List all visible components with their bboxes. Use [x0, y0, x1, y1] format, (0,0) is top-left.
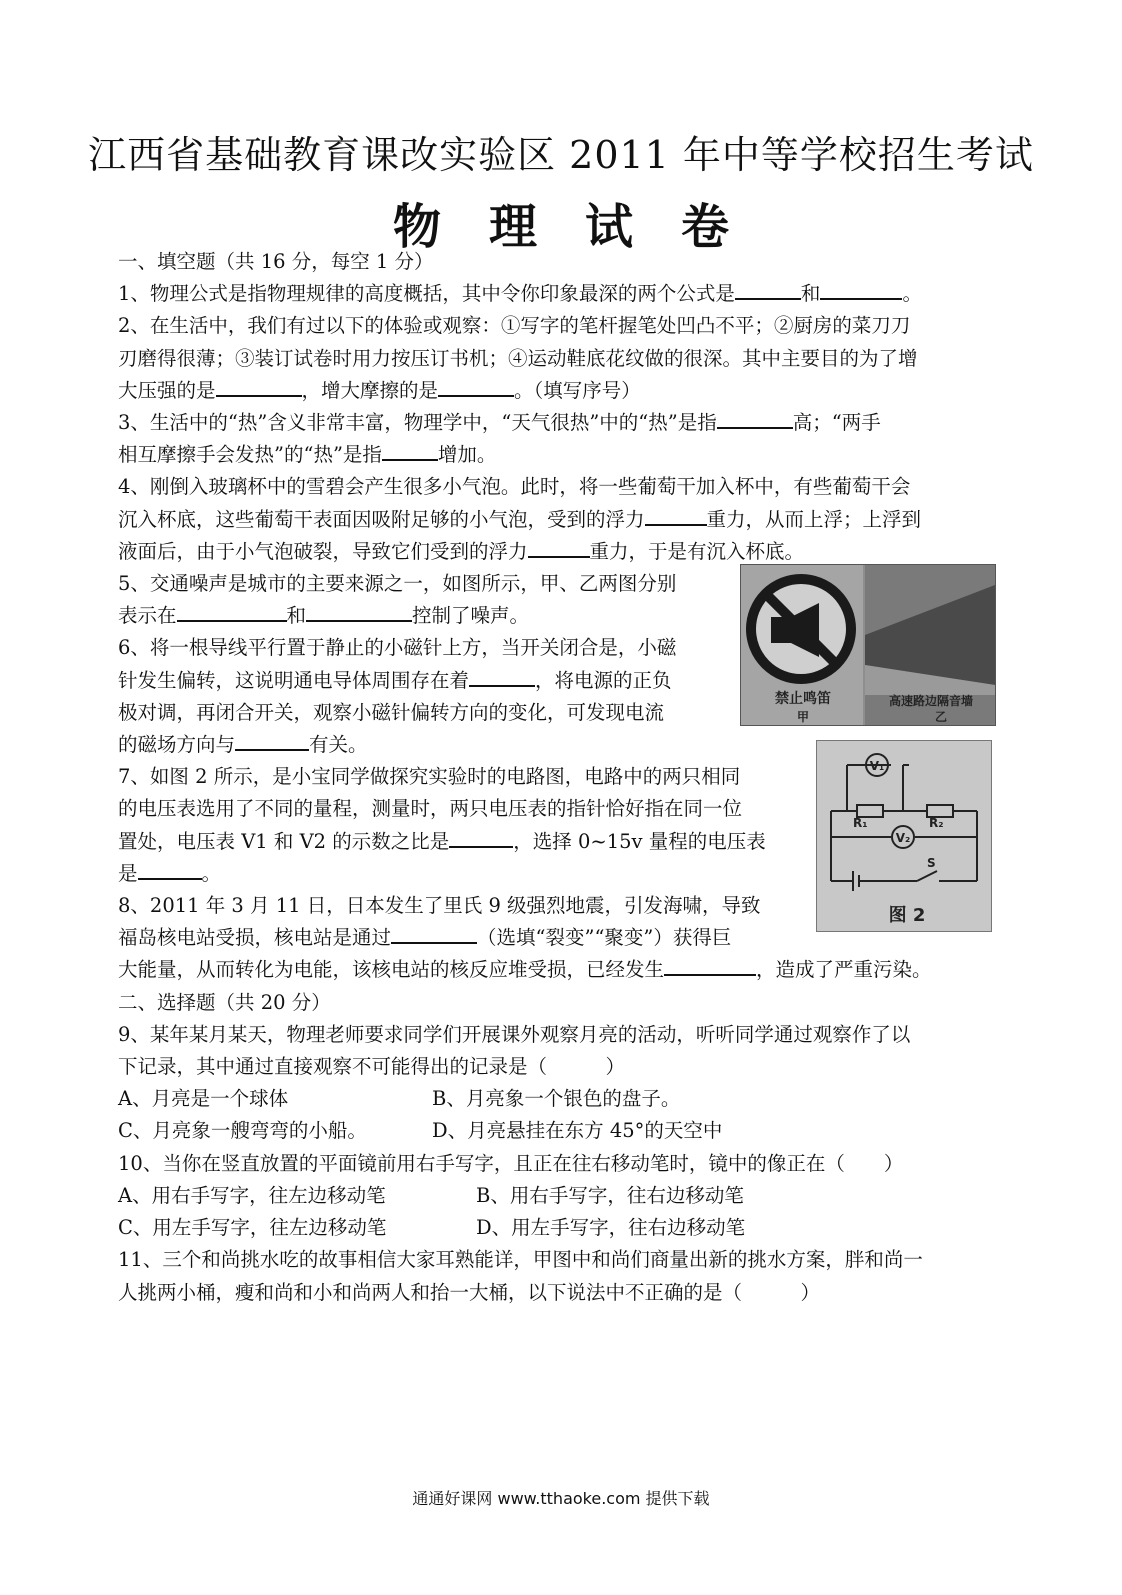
question-7-line: 的电压表选用了不同的量程，测量时，两只电压表的指针恰好指在同一位: [118, 797, 743, 821]
answer-blank[interactable]: [717, 407, 793, 429]
question-2-line: 大压强的是 ，增大摩擦的是 。（填写序号）: [118, 375, 993, 407]
section2-heading: 二、选择题（共 20 分）: [118, 990, 331, 1014]
exam-title: 江西省基础教育课改实验区 2011 年中等学校招生考试: [88, 133, 1034, 177]
question-9-options-cd: [118, 1115, 993, 1147]
option-b[interactable]: B、月亮象一个银色的盘子。: [432, 1087, 681, 1111]
question-9-line: 下记录，其中通过直接观察不可能得出的记录是（ ）: [118, 1055, 626, 1079]
answer-blank[interactable]: [735, 278, 801, 300]
fig1-right-sub: 乙: [934, 710, 948, 724]
question-5-line: 表示在 和 控制了噪声。: [118, 600, 718, 632]
fig2-caption: 图 2: [888, 905, 926, 926]
answer-blank[interactable]: [138, 858, 202, 880]
exam-subtitle: 物理试卷: [392, 199, 777, 255]
r2-label: R₂: [929, 816, 944, 830]
r1-label: R₁: [853, 816, 868, 830]
circuit-diagram: [817, 741, 991, 931]
option-b[interactable]: B、用右手写字，往右边移动笔: [476, 1183, 744, 1207]
question-9-options-ab: [118, 1083, 993, 1115]
answer-blank[interactable]: [216, 375, 302, 397]
question-4: 4、刚倒入玻璃杯中的雪碧会产生很多小气泡。此时，将一些葡萄干加入杯中，有些葡萄干会: [118, 475, 911, 499]
fig1-right-label: 高速路边隔音墙: [888, 694, 974, 708]
question-4-line: 沉入杯底，这些葡萄干表面因吸附足够的小气泡，受到的浮力 重力，从而上浮；上浮到: [118, 504, 993, 536]
question-8-line: 福岛核电站受损，核电站是通过 （选填“裂变”“聚变”）获得巨: [118, 922, 803, 954]
question-2: 2、在生活中，我们有过以下的体验或观察：①写字的笔杆握笔处凹凸不平；②厨房的菜刀刀: [118, 314, 911, 338]
questions-7-8: [118, 761, 803, 954]
question-10: 10、当你在竖直放置的平面镜前用右手写字，且正在往右移动笔时，镜中的像正在（ ）: [118, 1151, 904, 1175]
question-7: 7、如图 2 所示，是小宝同学做探究实验时的电路图，电路中的两只相同: [118, 765, 741, 789]
v1-label: V₁: [869, 759, 885, 773]
answer-blank[interactable]: [645, 504, 707, 526]
answer-blank[interactable]: [664, 954, 756, 976]
question-8: 8、2011 年 3 月 11 日，日本发生了里氏 9 级强烈地震，引发海啸，导致: [118, 894, 761, 918]
question-7-line: 是 。: [118, 858, 803, 890]
question-11-line: 人挑两小桶，瘦和尚和小和尚两人和抬一大桶，以下说法中不正确的是（ ）: [118, 1280, 821, 1304]
question-6: 6、将一根导线平行置于静止的小磁针上方，当开关闭合是，小磁: [118, 636, 677, 660]
switch: [917, 871, 937, 881]
question-11: 11、三个和尚挑水吃的故事相信大家耳熟能详，甲图中和尚们商量出新的挑水方案，胖和尚一: [118, 1248, 923, 1272]
question-6-line: 的磁场方向与 有关。: [118, 729, 718, 761]
answer-blank[interactable]: [469, 665, 535, 687]
question-9: 9、某年某月某天，物理老师要求同学们开展课外观察月亮的活动，听听同学通过观察作了以: [118, 1022, 911, 1046]
answer-blank[interactable]: [528, 536, 590, 558]
answer-blank[interactable]: [382, 439, 438, 461]
answer-blank[interactable]: [820, 278, 902, 300]
noise-control-image: [741, 565, 995, 725]
answer-blank[interactable]: [177, 600, 287, 622]
answer-blank[interactable]: [306, 600, 412, 622]
question-10-options-ab: [118, 1180, 993, 1212]
footer-credit: 通通好课网 www.tthaoke.com 提供下载: [412, 1489, 710, 1508]
noise-control-figure: [740, 564, 996, 726]
section1-heading: 一、填空题（共 16 分，每空 1 分）: [118, 250, 434, 273]
question-10-options-cd: [118, 1212, 993, 1244]
question-2-line: 刃磨得很薄；③装订试卷时用力按压订书机；④运动鞋底花纹做的很深。其中主要目的为了增: [118, 346, 918, 370]
question-3-line: 相互摩擦手会发热”的“热”是指 增加。: [118, 439, 993, 471]
fig1-left-sub: 甲: [796, 710, 810, 724]
fig1-left-label: 禁止鸣笛: [775, 691, 831, 707]
question-6-line: 极对调，再闭合开关，观察小磁针偏转方向的变化，可发现电流: [118, 700, 665, 724]
question-4-line: 液面后，由于小气泡破裂，导致它们受到的浮力 重力，于是有沉入杯底。: [118, 536, 993, 568]
answer-blank[interactable]: [449, 826, 513, 848]
answer-blank[interactable]: [391, 922, 477, 944]
questions-5-6: [118, 568, 718, 761]
answer-blank[interactable]: [438, 375, 514, 397]
option-d[interactable]: D、月亮悬挂在东方 45°的天空中: [432, 1119, 723, 1143]
v2-label: V₂: [895, 831, 911, 845]
question-6-line: 针发生偏转，这说明通电导体周围存在着 ，将电源的正负: [118, 665, 718, 697]
question-1: 1、物理公式是指物理规律的高度概括，其中令你印象最深的两个公式是 和 。: [118, 278, 993, 310]
question-3: 3、生活中的“热”含义非常丰富，物理学中，“天气很热”中的“热”是指 高；“两手: [118, 407, 993, 439]
question-5: 5、交通噪声是城市的主要来源之一，如图所示，甲、乙两图分别: [118, 572, 677, 596]
question-8-line: 大能量，从而转化为电能，该核电站的核反应堆受损，已经发生 ，造成了严重污染。: [118, 954, 993, 986]
option-a[interactable]: A、用右手写字，往左边移动笔: [118, 1183, 386, 1207]
switch-label: S: [927, 856, 936, 870]
circuit-figure: [816, 740, 992, 932]
option-c[interactable]: C、月亮象一艘弯弯的小船。: [118, 1119, 367, 1143]
question-7-line: 置处，电压表 V1 和 V2 的示数之比是 ，选择 0~15v 量程的电压表: [118, 826, 803, 858]
option-a[interactable]: A、月亮是一个球体: [118, 1087, 289, 1111]
answer-blank[interactable]: [235, 729, 309, 751]
option-c[interactable]: C、用左手写字，往左边移动笔: [118, 1216, 387, 1240]
option-d[interactable]: D、用左手写字，往右边移动笔: [476, 1216, 746, 1240]
